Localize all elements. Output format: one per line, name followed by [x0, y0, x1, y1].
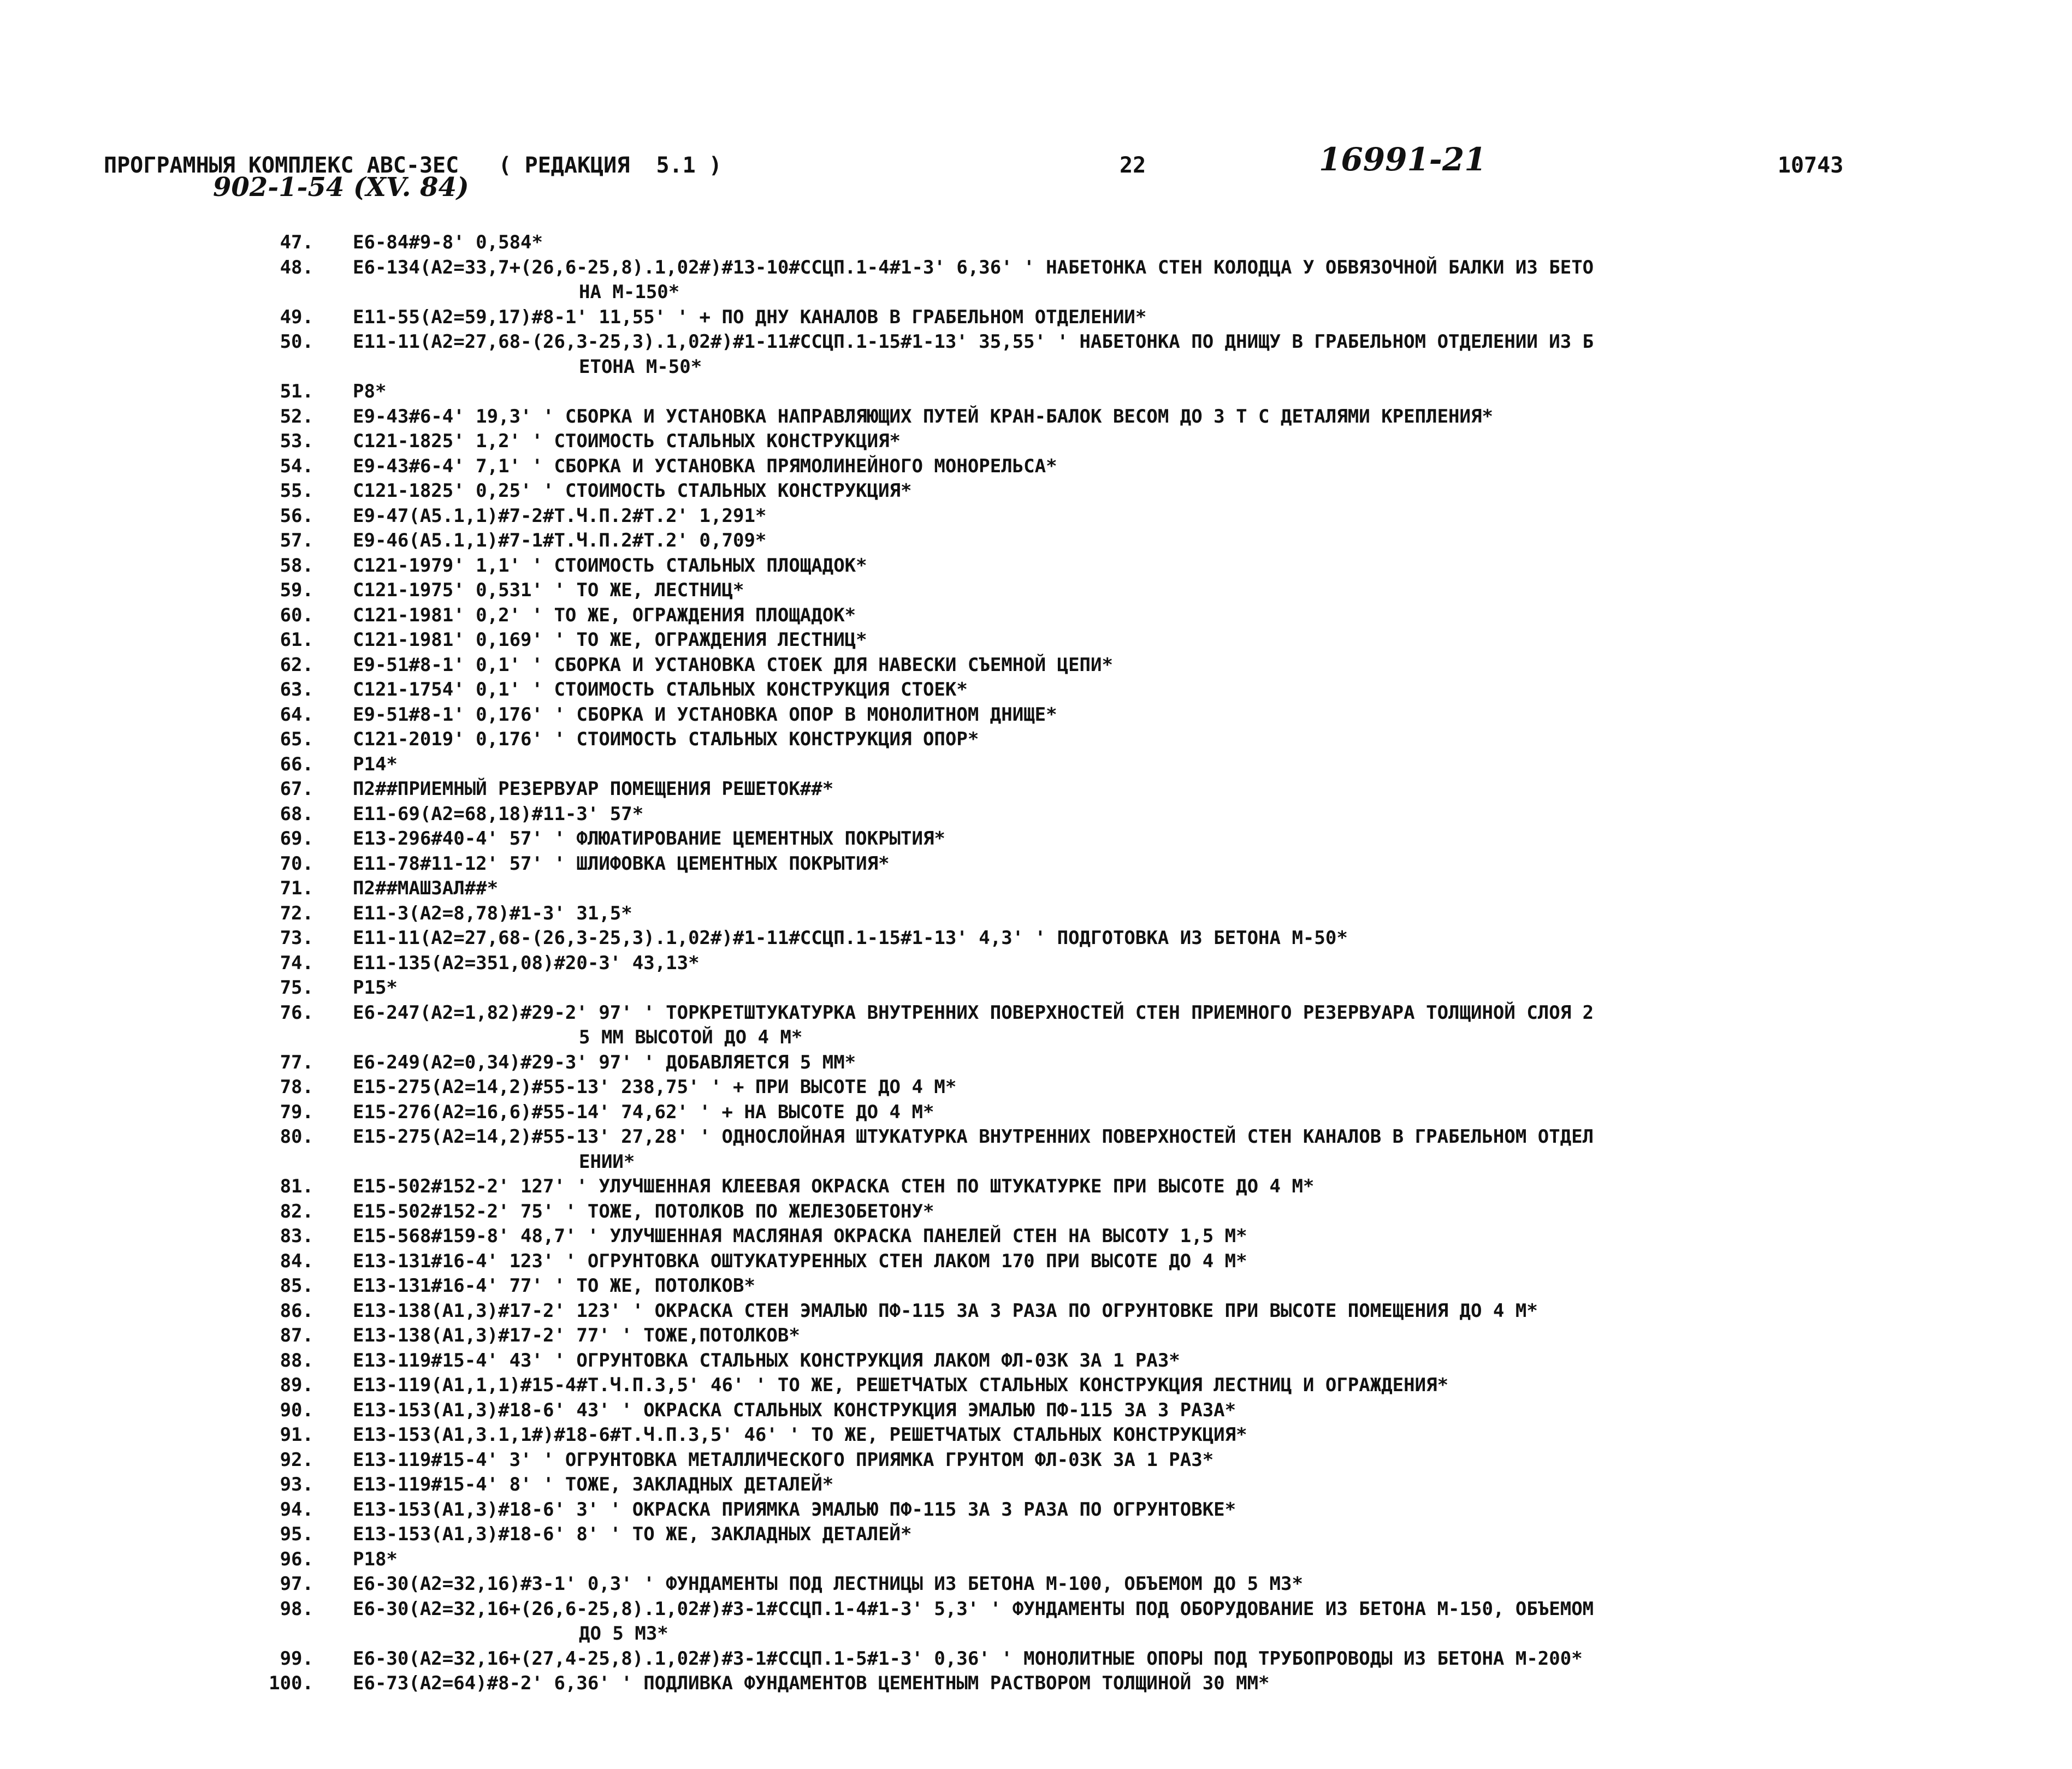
- line-number: 75.: [280, 977, 313, 999]
- line-number: 91.: [280, 1424, 313, 1446]
- line-text: С121-1754' 0,1' ' СТОИМОСТЬ СТАЛЬНЫХ КОНСТРУКЦИЯ СТОЕК*: [353, 679, 968, 701]
- listing-line: [280, 1200, 2032, 1225]
- header-document-number: 10743: [1778, 153, 1844, 178]
- line-text: 5 ММ ВЫСОТОЙ ДО 4 М*: [579, 1026, 803, 1048]
- line-text: ДО 5 М3*: [579, 1623, 668, 1645]
- listing-line: [280, 603, 2032, 628]
- line-text: Е13-138(А1,3)#17-2' 77' ' ТОЖЕ,ПОТОЛКОВ*: [353, 1325, 800, 1346]
- listing-line: [280, 479, 2032, 504]
- listing-line: [280, 305, 2032, 330]
- listing-line: [280, 1001, 2032, 1026]
- listing-line: [280, 1050, 2032, 1076]
- line-number: 77.: [280, 1051, 313, 1073]
- line-number: 68.: [280, 803, 313, 825]
- line-text: Е13-138(А1,3)#17-2' 123' ' ОКРАСКА СТЕН ЭМАЛЬЮ ПФ-115 ЗА 3 РАЗА ПО ОГРУНТОВКЕ ПРИ ВЫСОТЕ ПОМЕЩЕНИЯ ДО 4 М*: [353, 1299, 1538, 1322]
- line-number: 89.: [280, 1374, 313, 1396]
- line-text: Р18*: [353, 1548, 398, 1570]
- listing-line: [280, 1174, 2032, 1200]
- listing-line: [280, 777, 2032, 802]
- line-text: Е13-153(А1,3.1,1#)#18-6#Т.Ч.П.3,5' 46' ' ТО ЖЕ, РЕШЕТЧАТЫХ СТАЛЬНЫХ КОНСТРУКЦИЯ*: [353, 1424, 1247, 1446]
- line-text: С121-1825' 0,25' ' СТОИМОСТЬ СТАЛЬНЫХ КОНСТРУКЦИЯ*: [353, 480, 912, 502]
- line-text: Е15-502#152-2' 127' ' УЛУЧШЕННАЯ КЛЕЕВАЯ ОКРАСКА СТЕН ПО ШТУКАТУРКЕ ПРИ ВЫСОТЕ ДО 4 М*: [353, 1176, 1315, 1197]
- line-number: 85.: [280, 1275, 313, 1297]
- line-text: Е13-131#16-4' 77' ' ТО ЖЕ, ПОТОЛКОВ*: [353, 1275, 755, 1297]
- line-text: Е15-502#152-2' 75' ' ТОЖЕ, ПОТОЛКОВ ПО ЖЕЛЕЗОБЕТОНУ*: [353, 1200, 934, 1222]
- line-number: 56.: [280, 504, 313, 527]
- listing-line: [280, 1224, 2032, 1249]
- listing-line: [280, 628, 2032, 653]
- line-text: Е6-84#9-8' 0,584*: [353, 231, 543, 253]
- line-text: Е6-249(А2=0,34)#29-3' 97' ' ДОБАВЛЯЕТСЯ 5 ММ*: [353, 1051, 856, 1073]
- line-text: Р15*: [353, 977, 398, 999]
- listing-line: [280, 330, 2032, 355]
- line-text: Е9-43#6-4' 19,3' ' СБОРКА И УСТАНОВКА НАПРАВЛЯЮЩИХ ПУТЕЙ КРАН-БАЛОК ВЕСОМ ДО 3 Т С ДЕТАЛЯМИ КРЕПЛЕНИЯ*: [353, 405, 1493, 428]
- line-text: Е9-46(А5.1,1)#7-1#Т.Ч.П.2#Т.2' 0,709*: [353, 530, 767, 551]
- line-number: 67.: [280, 778, 313, 800]
- line-number: 57.: [280, 530, 313, 551]
- listing-line: [280, 1398, 2032, 1423]
- listing-continuation-line: [284, 1150, 2032, 1175]
- line-text: Е11-11(А2=27,68-(26,3-25,3).1,02#)#1-11#ССЦП.1-15#1-13' 4,3' ' ПОДГОТОВКА ИЗ БЕТОНА М-50*: [353, 927, 1348, 949]
- line-text: ЕНИИ*: [579, 1150, 635, 1173]
- line-text: С121-1975' 0,531' ' ТО ЖЕ, ЛЕСТНИЦ*: [353, 579, 744, 601]
- listing-line: [280, 379, 2032, 405]
- listing-line: [269, 1671, 2032, 1696]
- line-text: Е15-276(А2=16,6)#55-14' 74,62' ' + НА ВЫСОТЕ ДО 4 М*: [353, 1101, 934, 1123]
- line-text: Е13-119(А1,1,1)#15-4#Т.Ч.П.3,5' 46' ' ТО ЖЕ, РЕШЕТЧАТЫХ СТАЛЬНЫХ КОНСТРУКЦИЯ ЛЕСТНИЦ И ОГРАЖДЕНИЯ*: [353, 1374, 1449, 1396]
- line-number: 98.: [280, 1598, 313, 1620]
- line-text: С121-1979' 1,1' ' СТОИМОСТЬ СТАЛЬНЫХ ПЛОЩАДОК*: [353, 554, 867, 577]
- line-number: 94.: [280, 1498, 313, 1521]
- line-number: 78.: [280, 1076, 313, 1098]
- line-text: С121-1981' 0,2' ' ТО ЖЕ, ОГРАЖДЕНИЯ ПЛОЩАДОК*: [353, 604, 856, 626]
- listing-line: [280, 1373, 2032, 1398]
- line-number: 92.: [280, 1449, 313, 1471]
- line-number: 50.: [280, 331, 313, 353]
- listing-line: [280, 1100, 2032, 1125]
- line-text: Е9-51#8-1' 0,176' ' СБОРКА И УСТАНОВКА ОПОР В МОНОЛИТНОМ ДНИЩЕ*: [353, 703, 1057, 726]
- line-number: 63.: [280, 679, 313, 701]
- line-text: Е13-153(А1,3)#18-6' 43' ' ОКРАСКА СТАЛЬНЫХ КОНСТРУКЦИЯ ЭМАЛЬЮ ПФ-115 ЗА 3 РАЗА*: [353, 1399, 1236, 1421]
- line-number: 90.: [280, 1399, 313, 1421]
- line-number: 99.: [280, 1647, 313, 1670]
- listing-line: [280, 405, 2032, 430]
- line-number: 65.: [280, 728, 313, 750]
- listing-line: [280, 578, 2032, 603]
- line-number: 81.: [280, 1176, 313, 1197]
- line-number: 60.: [280, 604, 313, 626]
- line-text: Е15-275(А2=14,2)#55-13' 27,28' ' ОДНОСЛОЙНАЯ ШТУКАТУРКА ВНУТРЕННИХ ПОВЕРХНОСТЕЙ СТЕН КАНАЛОВ В ГРАБЕЛЬНОМ ОТДЕЛ: [353, 1126, 1594, 1148]
- line-number: 66.: [280, 753, 313, 775]
- line-text: П2##МАШЗАЛ##*: [353, 877, 499, 899]
- listing-line: [280, 1299, 2032, 1324]
- line-number: 83.: [280, 1225, 313, 1247]
- line-text: Е11-78#11-12' 57' ' ШЛИФОВКА ЦЕМЕНТНЫХ ПОКРЫТИЯ*: [353, 852, 890, 875]
- line-number: 69.: [280, 828, 313, 850]
- line-text: Е6-134(А2=33,7+(26,6-25,8).1,02#)#13-10#ССЦП.1-4#1-3' 6,36' ' НАБЕТОНКА СТЕН КОЛОДЦА У ОБВЯЗОЧНОЙ БАЛКИ ИЗ БЕТО: [353, 256, 1594, 278]
- listing-continuation-line: [284, 1025, 2032, 1050]
- listing-line: [280, 1647, 2032, 1672]
- line-text: Е15-275(А2=14,2)#55-13' 238,75' ' + ПРИ ВЫСОТЕ ДО 4 М*: [353, 1076, 957, 1098]
- line-text: Р14*: [353, 753, 398, 775]
- line-number: 82.: [280, 1200, 313, 1222]
- listing-line: [280, 1473, 2032, 1498]
- listing-line: [280, 1274, 2032, 1299]
- listing-line: [280, 1597, 2032, 1622]
- line-number: 74.: [280, 952, 313, 974]
- line-text: Е13-119#15-4' 43' ' ОГРУНТОВКА СТАЛЬНЫХ КОНСТРУКЦИЯ ЛАКОМ ФЛ-03К ЗА 1 РАЗ*: [353, 1349, 1180, 1372]
- listing-line: [280, 1448, 2032, 1473]
- estimate-listing: [269, 230, 2032, 1696]
- line-number: 100.: [269, 1672, 313, 1694]
- line-number: 79.: [280, 1101, 313, 1123]
- line-text: Е11-69(А2=68,18)#11-3' 57*: [353, 803, 644, 825]
- listing-line: [280, 1125, 2032, 1150]
- line-number: 47.: [280, 231, 313, 253]
- listing-line: [280, 1249, 2032, 1274]
- listing-line: [280, 1349, 2032, 1374]
- listing-line: [280, 1423, 2032, 1448]
- line-text: Е6-30(А2=32,16)#3-1' 0,3' ' ФУНДАМЕНТЫ ПОД ЛЕСТНИЦЫ ИЗ БЕТОНА М-100, ОБЪЕМОМ ДО 5 М3*: [353, 1573, 1303, 1595]
- listing-line: [280, 653, 2032, 678]
- line-number: 55.: [280, 480, 313, 502]
- line-number: 59.: [280, 579, 313, 601]
- listing-line: [280, 852, 2032, 877]
- line-number: 80.: [280, 1126, 313, 1148]
- listing-line: [280, 951, 2032, 976]
- line-number: 96.: [280, 1548, 313, 1570]
- line-number: 61.: [280, 629, 313, 651]
- line-number: 71.: [280, 877, 313, 899]
- line-text: Е13-153(А1,3)#18-6' 3' ' ОКРАСКА ПРИЯМКА ЭМАЛЬЮ ПФ-115 ЗА 3 РАЗА ПО ОГРУНТОВКЕ*: [353, 1498, 1236, 1521]
- listing-line: [280, 1323, 2032, 1349]
- header-program-title: ПРОГРАМНЫЯ КОМПЛЕКС АВС-3ЕС ( РЕДАКЦИЯ 5.1 ): [104, 153, 722, 178]
- listing-line: [280, 802, 2032, 827]
- line-number: 58.: [280, 554, 313, 577]
- line-number: 54.: [280, 455, 313, 477]
- line-number: 88.: [280, 1349, 313, 1372]
- line-text: Е9-51#8-1' 0,1' ' СБОРКА И УСТАНОВКА СТОЕК ДЛЯ НАВЕСКИ СЪЕМНОЙ ЦЕПИ*: [353, 654, 1113, 676]
- line-number: 62.: [280, 654, 313, 676]
- listing-line: [280, 1547, 2032, 1572]
- listing-line: [280, 976, 2032, 1001]
- listing-continuation-line: [284, 280, 2032, 305]
- listing-line: [280, 727, 2032, 752]
- line-number: 70.: [280, 852, 313, 875]
- listing-line: [280, 703, 2032, 728]
- line-text: Е13-131#16-4' 123' ' ОГРУНТОВКА ОШТУКАТУРЕННЫХ СТЕН ЛАКОМ 170 ПРИ ВЫСОТЕ ДО 4 М*: [353, 1250, 1247, 1272]
- handwritten-project-reference: 902-1-54 (XV. 84): [213, 172, 469, 203]
- line-text: Е13-119#15-4' 8' ' ТОЖЕ, ЗАКЛАДНЫХ ДЕТАЛЕЙ*: [353, 1474, 834, 1495]
- line-number: 52.: [280, 405, 313, 428]
- listing-line: [280, 752, 2032, 777]
- line-number: 51.: [280, 381, 313, 402]
- line-text: Е6-73(А2=64)#8-2' 6,36' ' ПОДЛИВКА ФУНДАМЕНТОВ ЦЕМЕНТНЫМ РАСТВОРОМ ТОЛЩИНОЙ 30 ММ*: [353, 1672, 1270, 1694]
- line-text: Е15-568#159-8' 48,7' ' УЛУЧШЕННАЯ МАСЛЯНАЯ ОКРАСКА ПАНЕЛЕЙ СТЕН НА ВЫСОТУ 1,5 М*: [353, 1225, 1247, 1247]
- header-page-number: 22: [1120, 153, 1146, 178]
- listing-line: [280, 926, 2032, 951]
- line-text: П2##ПРИЕМНЫЙ РЕЗЕРВУАР ПОМЕЩЕНИЯ РЕШЕТОК##*: [353, 778, 834, 800]
- listing-continuation-line: [284, 1622, 2032, 1647]
- line-text: Е13-153(А1,3)#18-6' 8' ' ТО ЖЕ, ЗАКЛАДНЫХ ДЕТАЛЕЙ*: [353, 1523, 912, 1545]
- line-text: Е9-43#6-4' 7,1' ' СБОРКА И УСТАНОВКА ПРЯМОЛИНЕЙНОГО МОНОРЕЛЬСА*: [353, 455, 1057, 477]
- line-text: ЕТОНА М-50*: [579, 355, 702, 378]
- listing-line: [280, 1498, 2032, 1523]
- line-number: 93.: [280, 1474, 313, 1495]
- line-number: 49.: [280, 306, 313, 328]
- line-text: Е6-30(А2=32,16+(26,6-25,8).1,02#)#3-1#ССЦП.1-4#1-3' 5,3' ' ФУНДАМЕНТЫ ПОД ОБОРУДОВАНИЕ ИЗ БЕТОНА М-150, ОБЪЕМОМ: [353, 1598, 1594, 1620]
- line-text: Е6-30(А2=32,16+(27,4-25,8).1,02#)#3-1#ССЦП.1-5#1-3' 0,36' ' МОНОЛИТНЫЕ ОПОРЫ ПОД ТРУБОПРОВОДЫ ИЗ БЕТОНА М-200*: [353, 1647, 1583, 1670]
- listing-line: [280, 529, 2032, 554]
- listing-line: [280, 504, 2032, 529]
- line-text: С121-2019' 0,176' ' СТОИМОСТЬ СТАЛЬНЫХ КОНСТРУКЦИЯ ОПОР*: [353, 728, 979, 750]
- listing-line: [280, 678, 2032, 703]
- line-number: 97.: [280, 1573, 313, 1595]
- listing-line: [280, 256, 2032, 281]
- line-text: Р8*: [353, 381, 387, 402]
- listing-line: [280, 454, 2032, 479]
- listing-continuation-line: [284, 355, 2032, 380]
- listing-line: [280, 429, 2032, 454]
- listing-line: [280, 1075, 2032, 1100]
- line-text: С121-1981' 0,169' ' ТО ЖЕ, ОГРАЖДЕНИЯ ЛЕСТНИЦ*: [353, 629, 867, 651]
- listing-line: [280, 827, 2032, 852]
- line-number: 76.: [280, 1001, 313, 1024]
- listing-line: [280, 1522, 2032, 1547]
- listing-line: [280, 876, 2032, 901]
- listing-line: [280, 1572, 2032, 1597]
- line-number: 53.: [280, 430, 313, 452]
- listing-line: [280, 230, 2032, 256]
- listing-line: [280, 554, 2032, 579]
- line-text: Е11-3(А2=8,78)#1-3' 31,5*: [353, 902, 632, 924]
- line-text: Е13-119#15-4' 3' ' ОГРУНТОВКА МЕТАЛЛИЧЕСКОГО ПРИЯМКА ГРУНТОМ ФЛ-03К ЗА 1 РАЗ*: [353, 1449, 1214, 1471]
- line-text: НА М-150*: [579, 281, 680, 303]
- listing-line: [280, 901, 2032, 927]
- line-text: Е6-247(А2=1,82)#29-2' 97' ' ТОРКРЕТШТУКАТУРКА ВНУТРЕННИХ ПОВЕРХНОСТЕЙ СТЕН ПРИЕМНОГО РЕЗЕРВУАРА ТОЛЩИНОЙ СЛОЯ 2: [353, 1001, 1594, 1024]
- handwritten-document-code: 16991-21: [1319, 141, 1487, 178]
- line-number: 48.: [280, 256, 313, 278]
- line-text: С121-1825' 1,2' ' СТОИМОСТЬ СТАЛЬНЫХ КОНСТРУКЦИЯ*: [353, 430, 901, 452]
- line-number: 87.: [280, 1325, 313, 1346]
- line-text: Е11-55(А2=59,17)#8-1' 11,55' ' + ПО ДНУ КАНАЛОВ В ГРАБЕЛЬНОМ ОТДЕЛЕНИИ*: [353, 306, 1147, 328]
- line-text: Е11-135(А2=351,08)#20-3' 43,13*: [353, 952, 700, 974]
- line-number: 95.: [280, 1523, 313, 1545]
- line-number: 72.: [280, 902, 313, 924]
- line-number: 64.: [280, 703, 313, 726]
- line-number: 86.: [280, 1299, 313, 1322]
- line-number: 84.: [280, 1250, 313, 1272]
- line-text: Е13-296#40-4' 57' ' ФЛЮАТИРОВАНИЕ ЦЕМЕНТНЫХ ПОКРЫТИЯ*: [353, 828, 945, 850]
- line-number: 73.: [280, 927, 313, 949]
- line-text: Е9-47(А5.1,1)#7-2#Т.Ч.П.2#Т.2' 1,291*: [353, 504, 767, 527]
- line-text: Е11-11(А2=27,68-(26,3-25,3).1,02#)#1-11#ССЦП.1-15#1-13' 35,55' ' НАБЕТОНКА ПО ДНИЩУ В ГРАБЕЛЬНОМ ОТДЕЛЕНИИ ИЗ Б: [353, 331, 1594, 353]
